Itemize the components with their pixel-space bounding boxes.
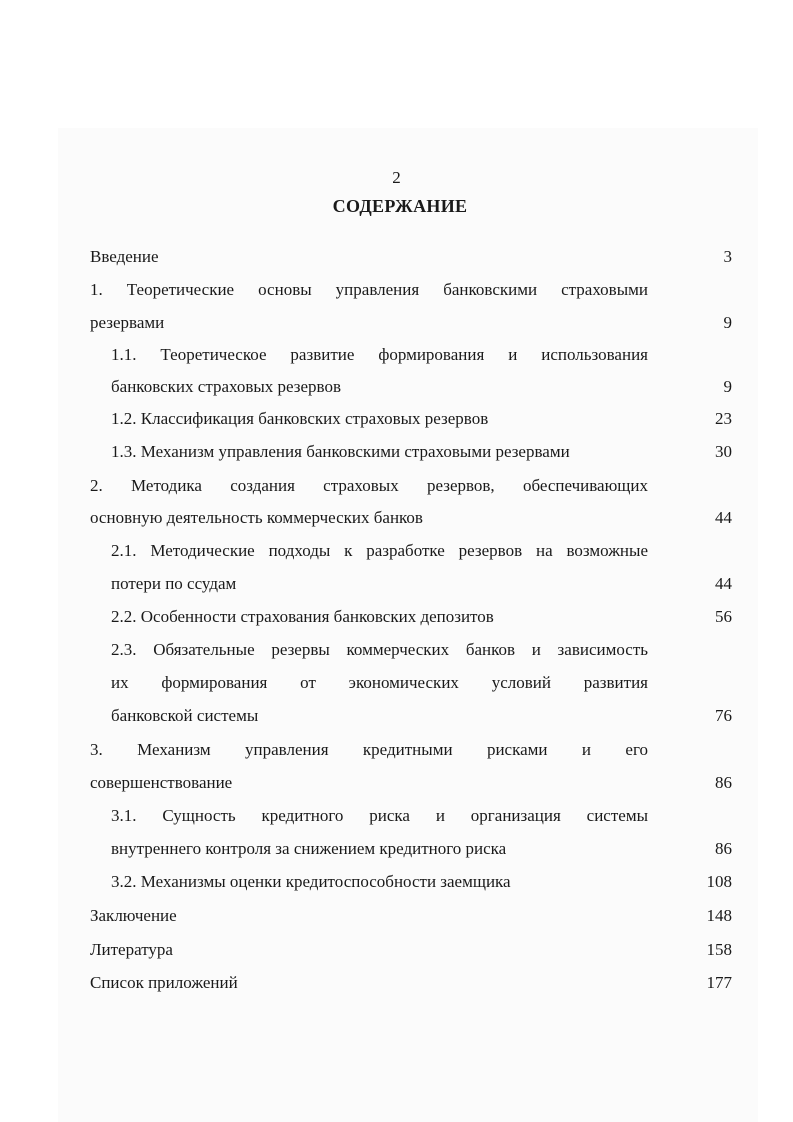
toc-entry-section-2-3-line-2: их формирования от экономических условий развития <box>111 673 648 692</box>
toc-entry-chapter-2-line-1: 2. Методика создания страховых резервов, обеспечивающих <box>90 476 648 495</box>
toc-page-section-2-3: 76 <box>715 706 732 725</box>
toc-entry-appendices: Список приложений <box>90 973 238 992</box>
toc-page-section-2-1: 44 <box>715 574 732 593</box>
page-title: СОДЕРЖАНИЕ <box>332 196 468 216</box>
toc-entry-section-2-1-line-1: 2.1. Методические подходы к разработке резервов на возможные <box>111 541 648 560</box>
toc-page-section-1-1: 9 <box>723 377 732 396</box>
toc-entry-section-2-2: 2.2. Особенности страхования банковских депозитов <box>111 607 494 626</box>
toc-page-literature: 158 <box>706 940 732 959</box>
toc-entry-chapter-1-line-1: 1. Теоретические основы управления банковскими страховыми <box>90 280 648 299</box>
toc-entry-section-2-3-line-1: 2.3. Обязательные резервы коммерческих банков и зависимость <box>111 640 648 659</box>
toc-entry-chapter-1-line-2: резервами <box>90 313 165 332</box>
toc-page-section-1-3: 30 <box>715 442 732 461</box>
toc-entry-section-2-1-line-2: потери по ссудам <box>111 574 237 593</box>
toc-entry-section-2-3-line-3: банковской системы <box>111 706 259 725</box>
toc-entry-literature: Литература <box>90 940 173 959</box>
page-number: 2 <box>392 168 401 187</box>
toc-entry-conclusion: Заключение <box>90 906 177 925</box>
toc-page-section-3-1: 86 <box>715 839 732 858</box>
toc-entry-section-3-1-line-1: 3.1. Сущность кредитного риска и организация системы <box>111 806 648 825</box>
toc-entry-chapter-3-line-2: совершенствование <box>90 773 233 792</box>
toc-page-chapter-2: 44 <box>715 508 732 527</box>
toc-entry-chapter-2-line-2: основную деятельность коммерческих банков <box>90 508 423 527</box>
toc-page-conclusion: 148 <box>706 906 732 925</box>
toc-page-chapter-1: 9 <box>723 313 732 332</box>
toc-entry-section-1-2: 1.2. Классификация банковских страховых резервов <box>111 409 489 428</box>
toc-page-chapter-3: 86 <box>715 773 732 792</box>
toc-entry-section-1-3: 1.3. Механизм управления банковскими страховыми резервами <box>111 442 570 461</box>
toc-entry-section-1-1-line-2: банковских страховых резервов <box>111 377 341 396</box>
toc-entry-chapter-3-line-1: 3. Механизм управления кредитными рисками и его <box>90 740 648 759</box>
toc-entry-intro: Введение <box>90 247 159 266</box>
toc-page-section-1-2: 23 <box>715 409 732 428</box>
toc-page-intro: 3 <box>723 247 732 266</box>
toc-page-appendices: 177 <box>706 973 732 992</box>
toc-entry-section-1-1-line-1: 1.1. Теоретическое развитие формирования и использования <box>111 345 648 364</box>
toc-entry-section-3-1-line-2: внутреннего контроля за снижением кредитного риска <box>111 839 507 858</box>
toc-page-section-2-2: 56 <box>715 607 732 626</box>
toc-entry-section-3-2: 3.2. Механизмы оценки кредитоспособности заемщика <box>111 872 511 891</box>
toc-page-section-3-2: 108 <box>706 872 732 891</box>
